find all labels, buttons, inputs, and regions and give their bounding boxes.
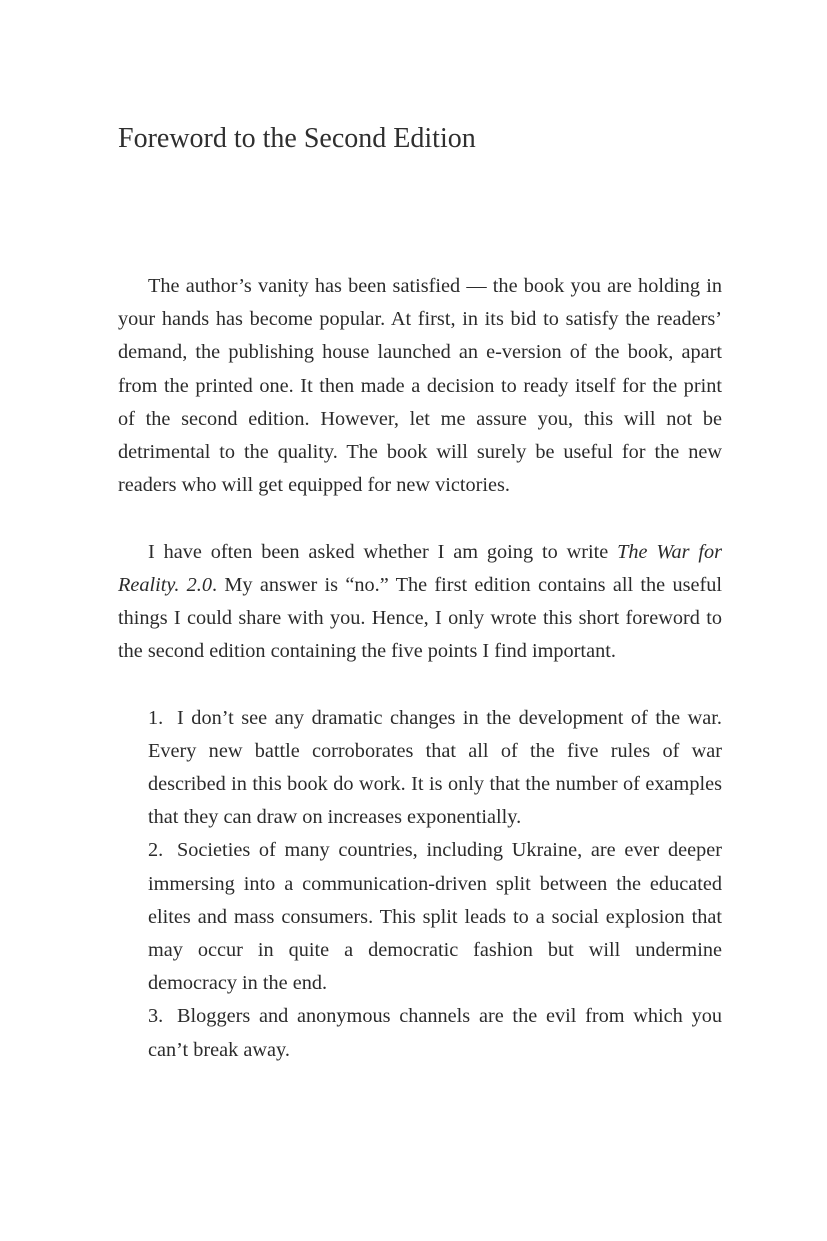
body-text — [118, 270, 722, 1067]
list-item-text: Bloggers and anonymous channels are the evil from which you can’t break away. — [148, 1005, 722, 1061]
list-item — [148, 834, 722, 1000]
list-item-text: Societies of many countries, including Ukraine, are ever deeper immersing into a communication-driven split between the educated elites and mass consumers. This split leads to a social explosion that may occur in quite a democratic fashion but will undermine democracy in the end. — [148, 839, 722, 995]
list-item-text: I don’t see any dramatic changes in the development of the war. Every new battle corroborates that all of the five rules of war described in this book do work. It is only that the number of examples that they can draw on increases exponentially. — [148, 706, 722, 829]
numbered-points-list — [118, 702, 722, 1067]
paragraph-2-rest: . My answer is “no.” The first edition contains all the useful things I could share with you. Hence, I only wrote this short foreword to the second edition containing the five points I find important. — [118, 573, 723, 663]
list-item-number: 1. — [148, 706, 164, 729]
paragraph-2 — [118, 536, 722, 669]
paragraph-1: The author’s vanity has been satisfied — the book you are holding in your hands has become popular. At first, in its bid to satisfy the readers’ demand, the publishing house launched an e-version of the book, apart from the printed one. It then made a decision to ready itself for the print of the second edition. However, let me assure you, this will not be detrimental to the quality. The book will surely be useful for the new readers who will get equipped for new victories. — [118, 275, 722, 497]
chapter-title: Foreword to the Second Edition — [118, 123, 476, 154]
list-item-number: 2. — [148, 839, 164, 862]
list-item-number: 3. — [148, 1005, 164, 1028]
list-item — [148, 702, 722, 835]
list-item — [148, 1000, 722, 1066]
book-title-reference: The War for Reality. 2.0 — [118, 540, 722, 596]
paragraph-2-lead: I have often been asked whether I am going to write — [148, 540, 618, 563]
